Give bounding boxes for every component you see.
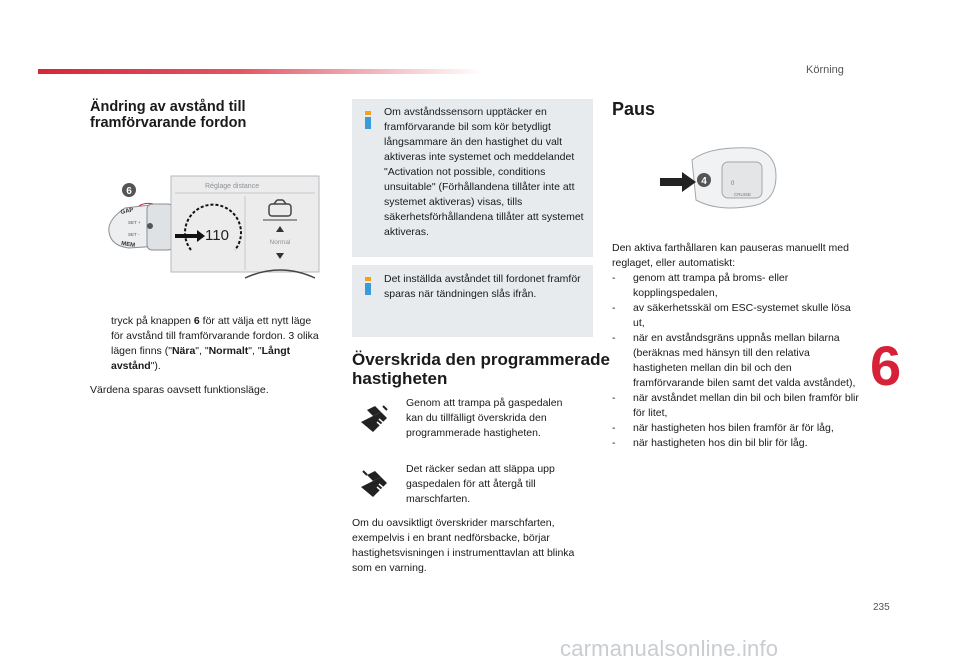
distance-adjust-illustration [95,168,325,280]
page-number: 235 [873,602,890,613]
speed-value: 110 [205,227,229,244]
panel-title: Réglage distance [205,183,260,190]
stalk-label-mem: MEM [120,241,136,249]
header-red-bar [38,69,483,74]
badge-6: 6 [126,186,132,197]
info-icon [364,111,371,131]
list-item: - när avståndet mellan din bil och bilen framför blir för litet, [612,392,859,419]
info-text-saved-distance: Det inställda avståndet till fordonet framför sparas när tändningen slås ifrån. [384,273,581,300]
pause-conditions-list [612,271,862,451]
text-press-pedal: Genom att trampa på gaspedalen kan du tillfälligt överskrida den programmerade hastigheten. [406,397,563,439]
section-title: Körning [806,64,844,76]
stalk-label-zero: 0 [731,181,735,187]
stalk-label-set-plus: SET + [128,220,141,225]
pause-stalk-illustration [652,140,784,220]
watermark: carmanualsonline.info [560,636,779,661]
list-item: - genom att trampa på broms- eller kopplingspedalen, [612,272,789,299]
info-text-sensor: Om avståndssensorn upptäcker en framförvarande bil som kör betydligt långsammare än den hastighet du valt aktiveras inte systemet och meddelandet "Activation not possible, conditions unsuitable" (Förhållandena tillåter inte att systemet aktiveras) visas, tills säkerhetsförhållandena tillåter att systemet aktiveras. [384,106,584,238]
accelerator-release-icon [357,467,391,501]
list-item: - när hastigheten hos din bil blir för låg. [612,437,808,449]
info-box-sensor [352,99,593,257]
heading-distance-change: Ändring av avstånd till framförvarande fordon [90,99,247,131]
pause-description [612,241,862,451]
list-item: - när hastigheten hos bilen framför är för låg, [612,422,834,434]
paragraph-overspeed-warning: Om du oavsiktligt överskrider marschfarten, exempelvis i en brant nedförsbacke, börjar hastighetsvisningen i instrumenttavlan att blinka som en varning. [352,517,575,574]
stalk-label-gap: GAP [120,207,135,216]
stalk-label-cruise: CRUISE [734,192,752,197]
instruction-bullet: tryck på knappen 6 för att välja ett nytt läge för avstånd till framförvarande fordon. 3 olika lägen finns ("Nära", "Normalt", "Långt avstånd"). [111,315,319,372]
list-item: - av säkerhetsskäl om ESC-systemet skulle lösa ut, [612,302,851,329]
stalk-label-set-minus: SET - [128,232,140,237]
text-release-pedal: Det räcker sedan att släppa upp gaspedalen för att återgå till marschfarten. [406,463,555,505]
list-item: - när en avståndsgräns uppnås mellan bilarna (beräknas med hänsyn till den relativa hastigheten mellan din bil och den framförvarande bilen samt det valda avståndet), [612,332,856,389]
note-saved-values: Värdena sparas oavsett funktionsläge. [90,384,269,396]
chapter-number: 6 [870,334,902,397]
info-icon [364,277,371,297]
accelerator-press-icon [357,402,391,436]
heading-pause: Paus [612,99,656,119]
info-box-saved-distance [352,265,593,337]
heading-override-speed: Överskrida den programmerade hastigheten [352,350,610,388]
pause-intro: Den aktiva farthållaren kan pauseras manuellt med reglaget, eller automatiskt: [612,242,849,269]
badge-4: 4 [701,176,707,187]
mode-label: Normal [269,239,291,246]
